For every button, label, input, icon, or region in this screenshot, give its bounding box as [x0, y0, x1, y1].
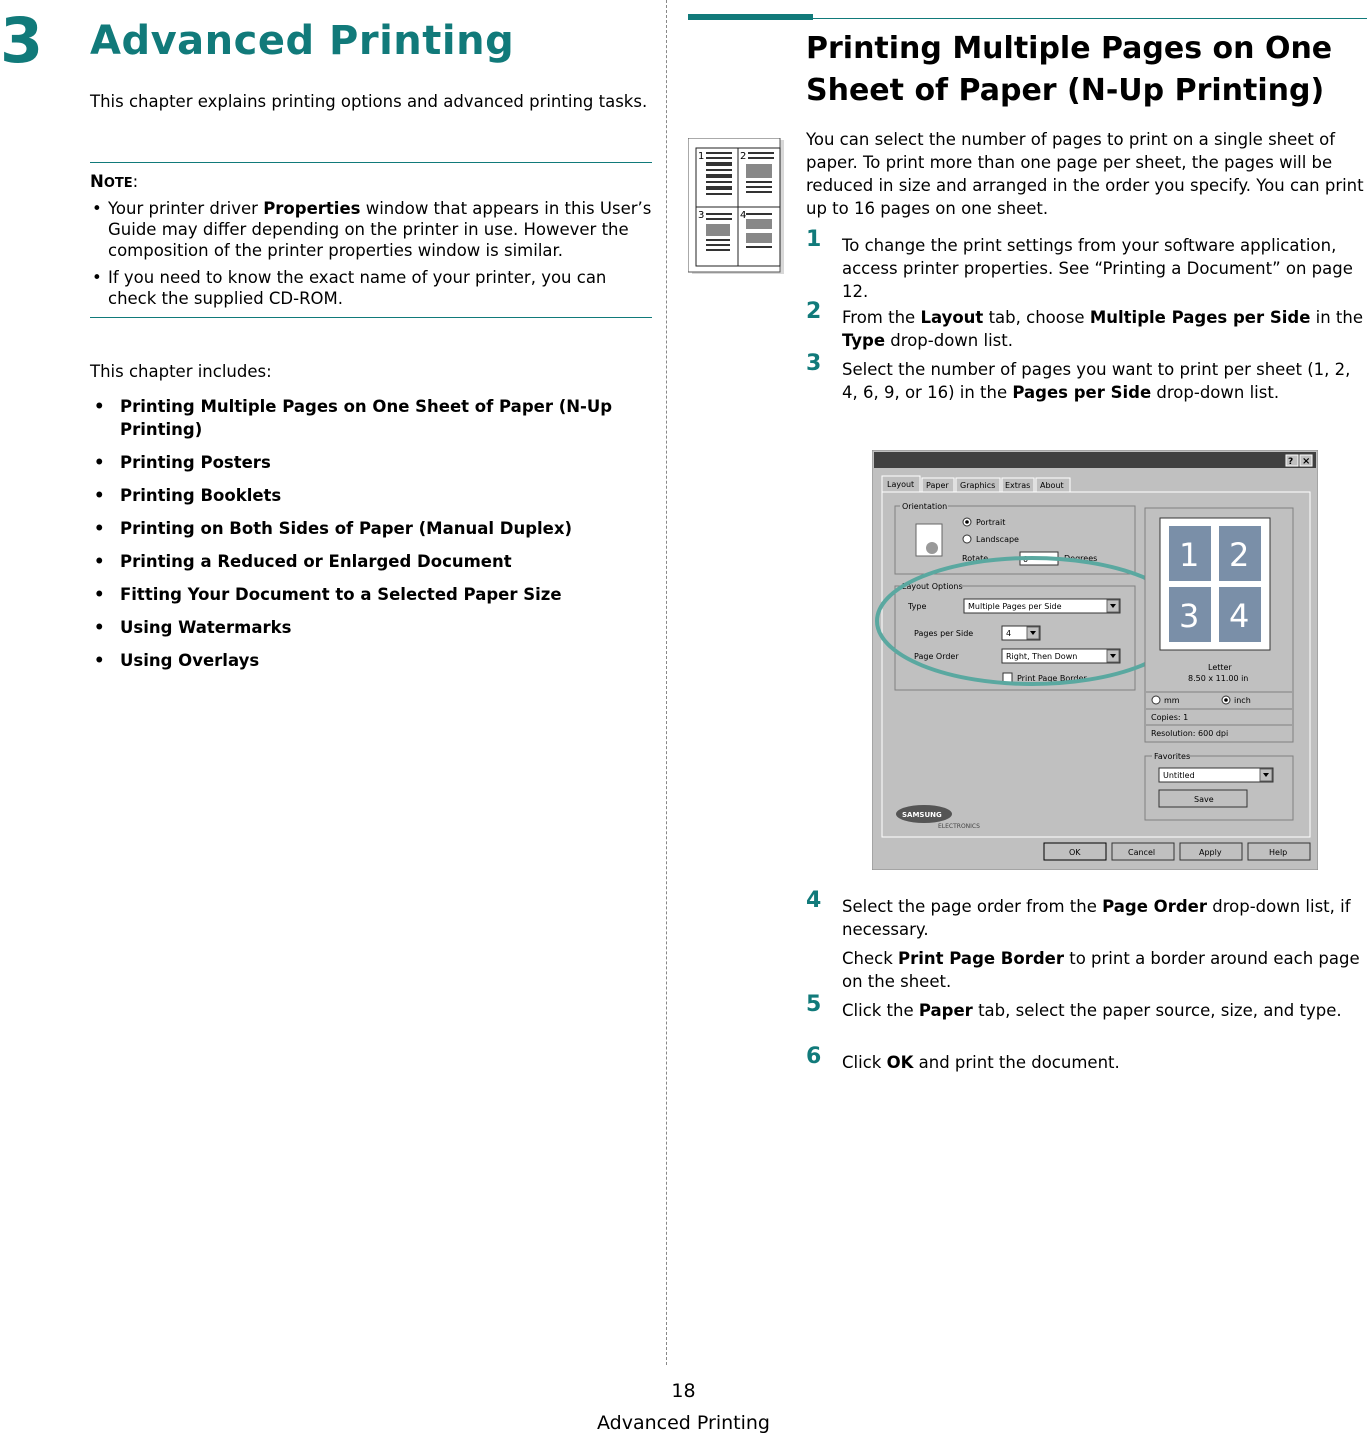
group-label: Orientation [902, 502, 948, 511]
chapter-number: 3 [0, 4, 44, 77]
step-number: 6 [806, 1044, 822, 1069]
copies-info: Copies: 1 [1151, 713, 1189, 722]
toc-item[interactable]: • Printing Posters [90, 451, 660, 474]
preview-number: 4 [1229, 597, 1250, 635]
svg-text:0: 0 [1023, 555, 1029, 564]
tab-label: Paper [926, 481, 949, 490]
field-label: Page Order [914, 652, 959, 661]
tab-label: Extras [1005, 481, 1031, 490]
toc-item[interactable]: • Printing a Reduced or Enlarged Document [90, 550, 660, 573]
paper-size: 8.50 x 11.00 in [1188, 674, 1249, 683]
note-bullet: • If you need to know the exact name of your printer, you can check the supplied CD-ROM. [90, 267, 652, 309]
step-text: Select the page order from the Page Order drop-down list, if necessary. [842, 897, 1351, 939]
step-number: 5 [806, 992, 822, 1017]
radio-label: mm [1164, 696, 1180, 705]
svg-text:Untitled: Untitled [1163, 771, 1195, 780]
svg-text:Right, Then Down: Right, Then Down [1006, 652, 1078, 661]
radio-landscape [963, 535, 971, 543]
thumb-number: 3 [698, 210, 705, 221]
group-label: Favorites [1154, 752, 1191, 761]
thumb-number: 1 [698, 151, 705, 162]
field-label: Type [908, 602, 927, 611]
step-3 [806, 351, 1366, 404]
note-label: NOTE: [90, 172, 139, 191]
step-6 [806, 1044, 1366, 1074]
paper-name: Letter [1208, 663, 1232, 672]
chapter-intro: This chapter explains printing options and advanced printing tasks. [90, 92, 648, 111]
step-text: Click OK and print the document. [842, 1053, 1120, 1072]
svg-text:4: 4 [1006, 629, 1012, 638]
svg-text:Apply: Apply [1199, 848, 1222, 857]
svg-text:OK: OK [1069, 848, 1081, 857]
svg-text:Help: Help [1269, 848, 1288, 857]
includes-label: This chapter includes: [90, 362, 272, 381]
printer-properties-screenshot [872, 450, 1318, 870]
column-divider [666, 0, 667, 1365]
field-label: Pages per Side [914, 629, 974, 638]
tab-label: About [1040, 481, 1064, 490]
close-icon: × [1302, 456, 1311, 467]
step-5 [806, 992, 1366, 1022]
note-bullet: • Your printer driver Properties window that appears in this User’s Guide may differ depending on the printer in use. However the composition of the printer properties window is similar. [90, 198, 652, 261]
resolution-info: Resolution: 600 dpi [1151, 729, 1229, 738]
preview-number: 3 [1179, 597, 1200, 635]
step-4 [806, 888, 1366, 993]
logo-sub: ELECTRONICS [938, 823, 980, 830]
toc-item[interactable]: • Using Overlays [90, 649, 660, 672]
svg-text:Save: Save [1194, 795, 1214, 804]
preview-number: 1 [1179, 536, 1200, 574]
group-label: Layout Options [902, 582, 963, 591]
svg-text:Multiple Pages per Side: Multiple Pages per Side [968, 602, 1062, 611]
note-box [90, 162, 652, 318]
step-text: To change the print settings from your software application, access printer properties. See “Printing a Document” on page 12. [842, 236, 1353, 301]
title-bar [874, 452, 1316, 468]
toc-item[interactable]: • Using Watermarks [90, 616, 660, 639]
svg-text:Cancel: Cancel [1128, 848, 1156, 857]
step-1 [806, 227, 1366, 303]
toc-item[interactable]: • Printing Booklets [90, 484, 660, 507]
tab-label: Graphics [960, 481, 996, 490]
step-number: 4 [806, 888, 822, 913]
toc-item[interactable]: • Fitting Your Document to a Selected Paper Size [90, 583, 660, 606]
field-label: Degrees [1064, 554, 1098, 563]
chapter-title: Advanced Printing [90, 18, 515, 64]
chapter-toc [90, 395, 660, 682]
step-text: Click the Paper tab, select the paper source, size, and type. [842, 1001, 1342, 1020]
step-text: From the Layout tab, choose Multiple Pages per Side in the Type drop-down list. [842, 308, 1364, 350]
thumb-number: 4 [740, 210, 747, 221]
radio-label: Portrait [976, 518, 1006, 527]
step-number: 2 [806, 299, 822, 324]
print-page-border-checkbox [1003, 673, 1012, 682]
help-glyph: ? [1288, 457, 1294, 467]
step-text: Check Print Page Border to print a border around each page on the sheet. [842, 949, 1360, 991]
logo-brand: SAMSUNG [902, 811, 942, 819]
toc-item[interactable]: • Printing Multiple Pages on One Sheet of Paper (N-Up Printing) [90, 395, 660, 441]
toc-item[interactable]: • Printing on Both Sides of Paper (Manual Duplex) [90, 517, 660, 540]
radio-label: Landscape [976, 535, 1019, 544]
nup-illustration [688, 138, 786, 276]
checkbox-label: Print Page Border [1017, 674, 1087, 683]
radio-label: inch [1234, 696, 1251, 705]
step-text: Select the number of pages you want to print per sheet (1, 2, 4, 6, 9, or 16) in the Pages per Side drop-down list. [842, 360, 1351, 402]
page-number: 18 [671, 1380, 696, 1402]
step-number: 3 [806, 351, 822, 376]
preview-number: 2 [1229, 536, 1250, 574]
step-number: 1 [806, 227, 822, 252]
section-rule-thin [813, 18, 1367, 19]
radio-mm [1152, 696, 1160, 704]
field-label: Rotate [962, 554, 989, 563]
section-title: Printing Multiple Pages on One Sheet of Paper (N-Up Printing) [806, 31, 1333, 108]
thumb-number: 2 [740, 151, 747, 162]
footer-title: Advanced Printing [597, 1412, 770, 1434]
tab-label: Layout [887, 480, 915, 489]
section-intro: You can select the number of pages to print on a single sheet of paper. To print more than one page per sheet, the pages will be reduced in size and arranged in the order you specify. You can print up to 16 pages on one sheet. [806, 130, 1364, 218]
step-2 [806, 299, 1366, 352]
section-rule [688, 14, 813, 20]
